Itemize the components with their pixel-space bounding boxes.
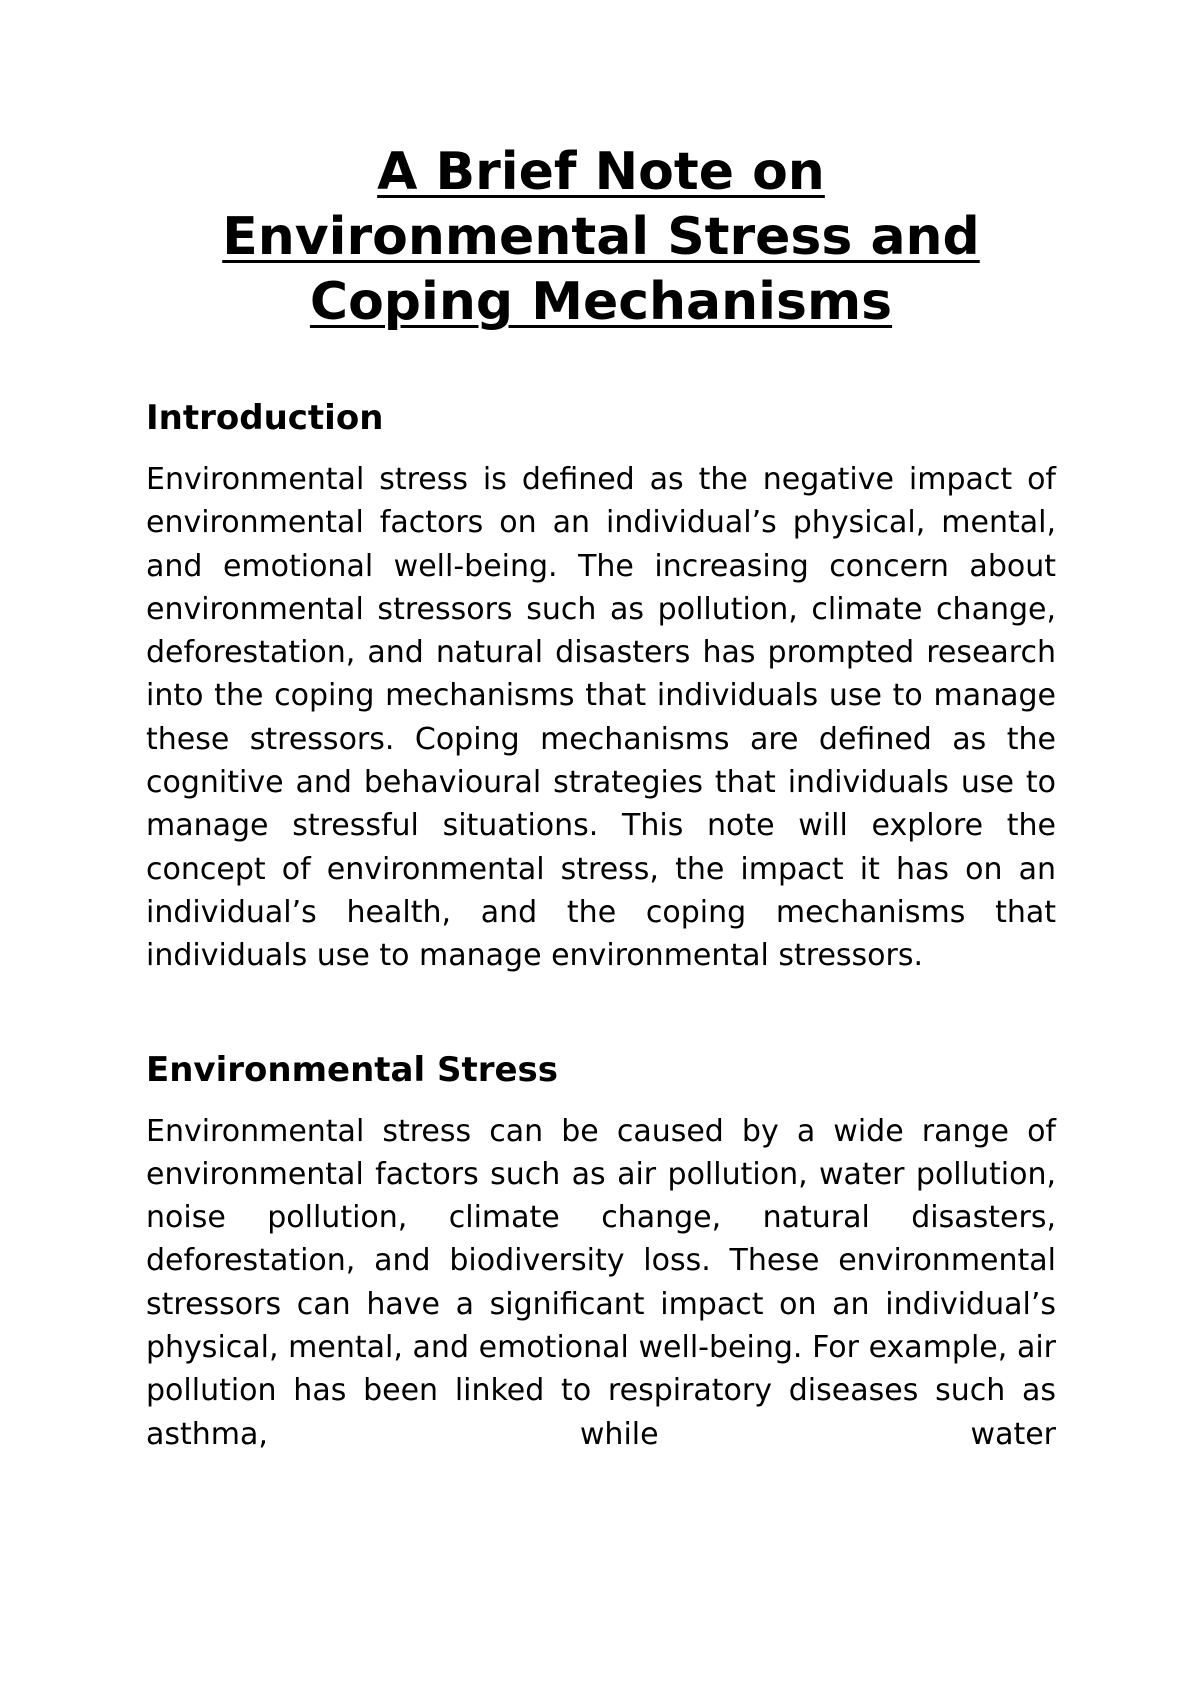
title-line: Environmental Stress and xyxy=(222,207,980,267)
section-heading-environmental-stress: Environmental Stress xyxy=(146,1049,559,1090)
section-heading-introduction: Introduction xyxy=(146,398,384,438)
document-page xyxy=(146,140,1056,1456)
introduction-paragraph: Environmental stress is defined as the negative impact of environmental factors on an individual’s physical, mental, and emotional well-being. The increasing concern about environmental stressors such as pollution, climate change, deforestation, and natural disasters has prompted research into the coping mechanisms that individuals use to manage these stressors. Coping mechanisms are defined as the cognitive and behavioural strategies that individuals use to manage stressful situations. This note will explore the concept of environmental stress, the impact it has on an individual’s health, and the coping mechanisms that individuals use to manage environmental stressors. xyxy=(146,462,1056,974)
environmental-stress-paragraph: Environmental stress can be caused by a wide range of environmental factors such as air pollution, water pollution, noise pollution, climate change, natural disasters, deforestation, and biodiversity loss. These environmental stressors can have a significant impact on an individual’s physical, mental, and emotional well-being. For example, air pollution has been linked to respiratory diseases such as asthma, while water xyxy=(146,1113,1056,1452)
title-line: Coping Mechanisms xyxy=(309,272,893,332)
document-title xyxy=(146,140,1056,335)
title-line: A Brief Note on xyxy=(377,142,825,202)
